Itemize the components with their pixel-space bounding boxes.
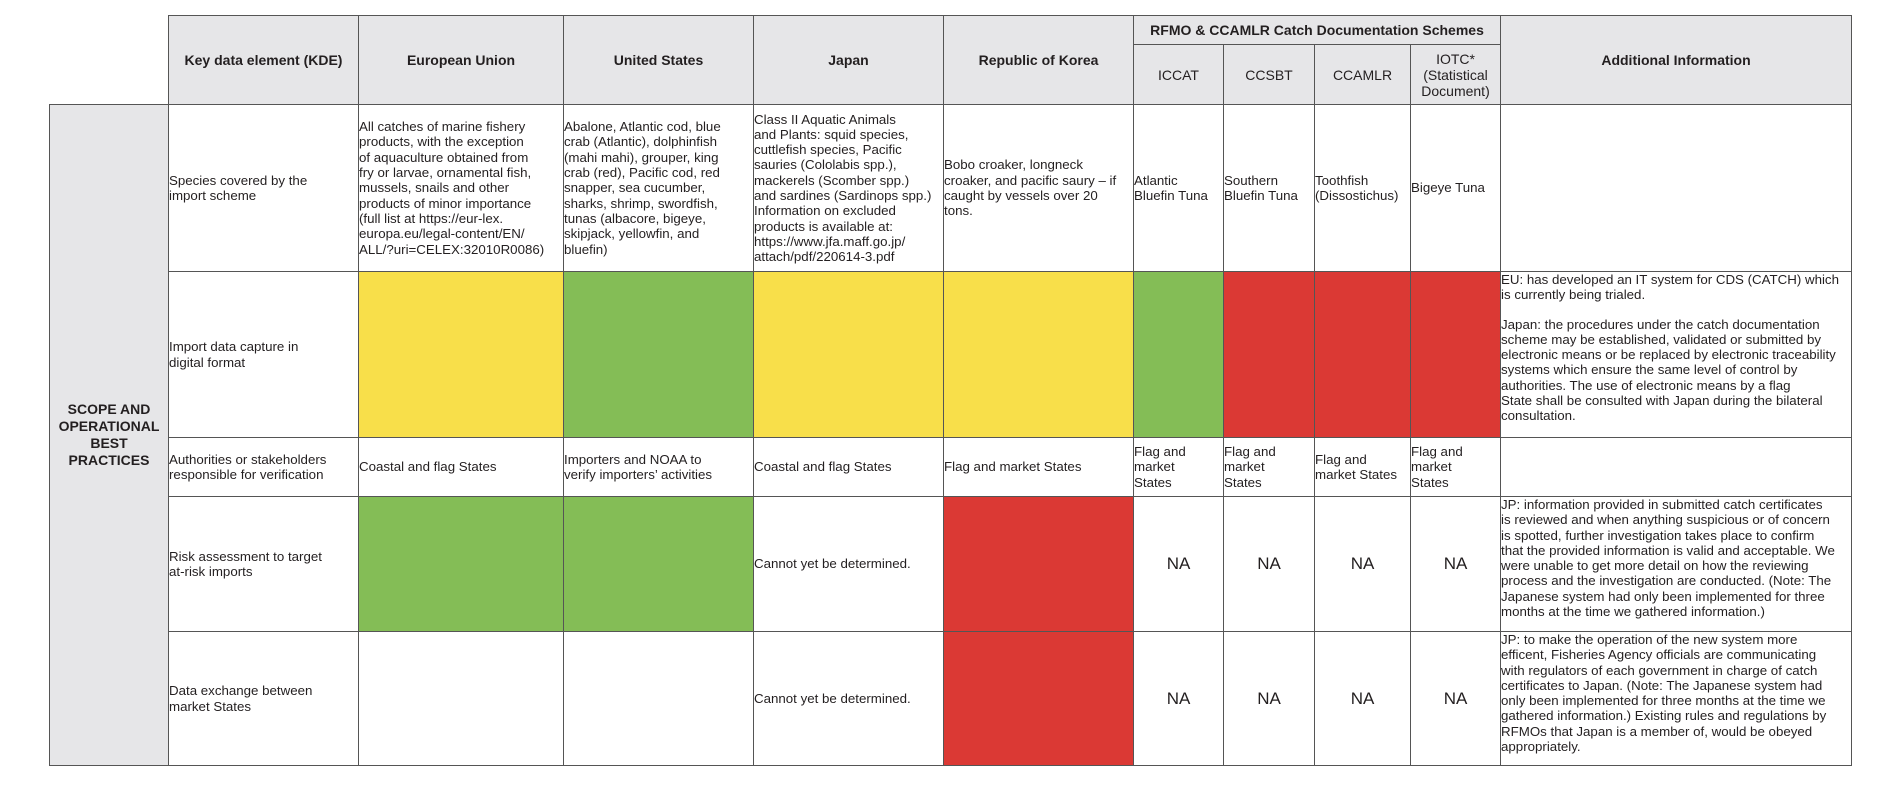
row-digital-format <box>50 272 1852 438</box>
row-authorities <box>50 438 1852 497</box>
status-digital-iotc <box>1411 272 1501 438</box>
authorities-iccat: Flag and market States <box>1134 438 1224 497</box>
row-data-exchange <box>50 632 1852 766</box>
status-risk-korea <box>944 497 1134 632</box>
table-corner <box>50 16 169 105</box>
exchange-ccsbt: NA <box>1224 632 1315 766</box>
risk-ccamlr: NA <box>1315 497 1411 632</box>
side-label-scope: SCOPE AND OPERATIONAL BEST PRACTICES <box>50 105 169 766</box>
exchange-iccat: NA <box>1134 632 1224 766</box>
kde-comparison-table <box>49 15 1852 766</box>
digital-additional <box>1501 272 1852 438</box>
status-risk-us <box>564 497 754 632</box>
status-digital-iccat <box>1134 272 1224 438</box>
species-additional <box>1501 105 1852 272</box>
status-exchange-korea <box>944 632 1134 766</box>
risk-japan: Cannot yet be determined. <box>754 497 944 632</box>
species-iccat: Atlantic Bluefin Tuna <box>1134 105 1224 272</box>
species-japan: Class II Aquatic Animals and Plants: squid species, cuttlefish species, Pacific sauries (Cololabis spp.), mackerels (Scomber spp.) and sardines (Sardinops spp.) Information on excluded products is available at: https://www.jfa.maff.go.jp/ attach/pdf/220614-3.pdf <box>754 105 944 272</box>
status-exchange-eu <box>359 632 564 766</box>
kde-species: Species covered by the import scheme <box>169 105 359 272</box>
risk-additional: JP: information provided in submitted catch certificates is reviewed and when anything suspicious or of concern is spotted, further investigation takes place to confirm that the provided information is valid and acceptable. We were unable to get more detail on how the reviewing process and the investigation are conducted. (Note: The Japanese system had only been implemented for three months at the time we gathered information.) <box>1501 497 1852 632</box>
species-korea: Bobo croaker, longneck croaker, and pacific saury – if caught by vessels over 20 tons. <box>944 105 1134 272</box>
status-digital-ccsbt <box>1224 272 1315 438</box>
header-ccamlr: CCAMLR <box>1315 45 1411 105</box>
header-us: United States <box>564 16 754 105</box>
status-digital-korea <box>944 272 1134 438</box>
exchange-japan: Cannot yet be determined. <box>754 632 944 766</box>
risk-iotc: NA <box>1411 497 1501 632</box>
status-risk-eu <box>359 497 564 632</box>
species-ccsbt: Southern Bluefin Tuna <box>1224 105 1315 272</box>
header-ccsbt: CCSBT <box>1224 45 1315 105</box>
authorities-us: Importers and NOAA to verify importers’ activities <box>564 438 754 497</box>
authorities-korea: Flag and market States <box>944 438 1134 497</box>
status-exchange-us <box>564 632 754 766</box>
kde-digital-format: Import data capture in digital format <box>169 272 359 438</box>
authorities-ccsbt: Flag and market States <box>1224 438 1315 497</box>
risk-ccsbt: NA <box>1224 497 1315 632</box>
row-species <box>50 105 1852 272</box>
authorities-iotc: Flag and market States <box>1411 438 1501 497</box>
header-iotc: IOTC* (Statistical Document) <box>1411 45 1501 105</box>
header-eu: European Union <box>359 16 564 105</box>
species-eu: All catches of marine fishery products, with the exception of aquaculture obtained from fry or larvae, ornamental fish, mussels, snails and other products of minor importance (full list at https://eur-lex. europa.eu/legal-content/EN/ ALL/?uri=CELEX:32010R0086) <box>359 105 564 272</box>
row-risk-assessment <box>50 497 1852 632</box>
digital-additional-japan: Japan: the procedures under the catch documentation scheme may be established, validated or submitted by electronic means or be replaced by electronic traceability systems which ensure the same level of control by authorities. The use of electronic means by a flag State shall be consulted with Japan during the bilateral consultation. <box>1501 316 1836 424</box>
digital-additional-eu: EU: has developed an IT system for CDS (CATCH) which is currently being trialed. <box>1501 272 1839 303</box>
species-us: Abalone, Atlantic cod, blue crab (Atlantic), dolphinfish (mahi mahi), grouper, king crab (red), Pacific cod, red snapper, sea cucumber, sharks, shrimp, swordfish, tunas (albacore, bigeye, skipjack, yellowfin, and bluefin) <box>564 105 754 272</box>
status-digital-ccamlr <box>1315 272 1411 438</box>
header-additional-information: Additional Information <box>1501 16 1852 105</box>
kde-data-exchange: Data exchange between market States <box>169 632 359 766</box>
header-rfmo-group: RFMO & CCAMLR Catch Documentation Schemes <box>1134 16 1501 45</box>
authorities-japan: Coastal and flag States <box>754 438 944 497</box>
exchange-ccamlr: NA <box>1315 632 1411 766</box>
header-japan: Japan <box>754 16 944 105</box>
status-digital-eu <box>359 272 564 438</box>
species-iotc: Bigeye Tuna <box>1411 105 1501 272</box>
header-korea: Republic of Korea <box>944 16 1134 105</box>
header-kde: Key data element (KDE) <box>169 16 359 105</box>
kde-authorities: Authorities or stakeholders responsible for verification <box>169 438 359 497</box>
exchange-additional: JP: to make the operation of the new system more efficent, Fisheries Agency officials are communicating with regulators of each government in charge of catch certificates to Japan. (Note: The Japanese system had only been implemented for three months at the time we gathered information.) Existing rules and regulations by RFMOs that Japan is a member of, would be obeyed appropriately. <box>1501 632 1852 766</box>
status-digital-japan <box>754 272 944 438</box>
kde-risk-assessment: Risk assessment to target at-risk imports <box>169 497 359 632</box>
exchange-iotc: NA <box>1411 632 1501 766</box>
authorities-additional <box>1501 438 1852 497</box>
species-ccamlr: Toothfish (Dissostichus) <box>1315 105 1411 272</box>
status-digital-us <box>564 272 754 438</box>
risk-iccat: NA <box>1134 497 1224 632</box>
header-iccat: ICCAT <box>1134 45 1224 105</box>
authorities-ccamlr: Flag and market States <box>1315 438 1411 497</box>
authorities-eu: Coastal and flag States <box>359 438 564 497</box>
